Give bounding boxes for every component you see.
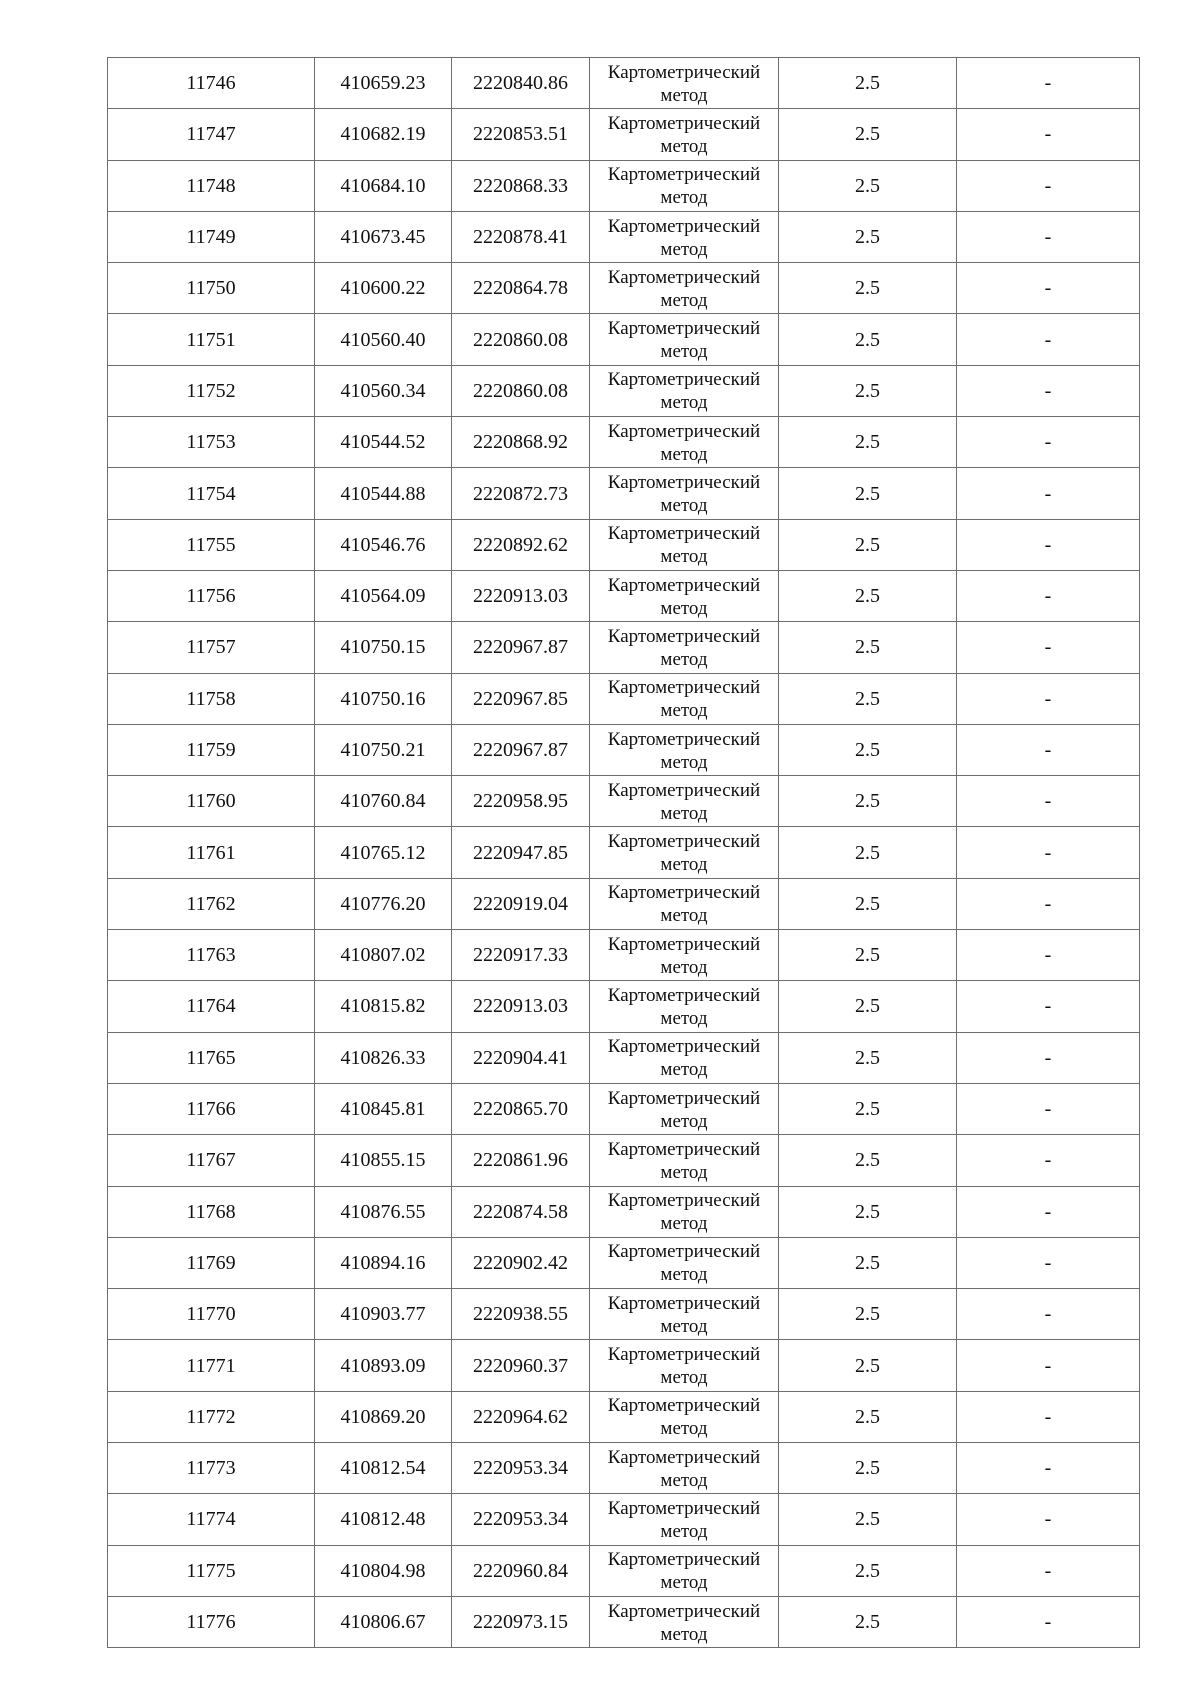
method-cell: [590, 519, 779, 570]
method-cell: [590, 58, 779, 109]
precision-cell: 2.5: [779, 930, 957, 981]
point-number-cell: 11763: [108, 930, 315, 981]
method-cell: [590, 1340, 779, 1391]
y-coordinate-cell: 2220958.95: [452, 776, 590, 827]
point-number-cell: 11765: [108, 1032, 315, 1083]
x-coordinate-cell: 410894.16: [315, 1237, 452, 1288]
point-number-cell: 11766: [108, 1083, 315, 1134]
x-coordinate-cell: 410815.82: [315, 981, 452, 1032]
table-row: [108, 1083, 1140, 1134]
x-coordinate-cell: 410804.98: [315, 1545, 452, 1596]
point-number-cell: 11774: [108, 1494, 315, 1545]
table-row: [108, 827, 1140, 878]
precision-cell: 2.5: [779, 1443, 957, 1494]
precision-cell: 2.5: [779, 724, 957, 775]
table-row: [108, 1443, 1140, 1494]
x-coordinate-cell: 410600.22: [315, 263, 452, 314]
method-label-line1: Картометрический: [607, 831, 761, 853]
y-coordinate-cell: 2220878.41: [452, 211, 590, 262]
y-coordinate-cell: 2220853.51: [452, 109, 590, 160]
note-cell: -: [957, 1596, 1140, 1647]
table-row: [108, 314, 1140, 365]
method-label-line2: метод: [660, 1623, 708, 1645]
table-row: [108, 776, 1140, 827]
precision-cell: 2.5: [779, 519, 957, 570]
precision-cell: 2.5: [779, 1545, 957, 1596]
y-coordinate-cell: 2220953.34: [452, 1443, 590, 1494]
table-row: [108, 878, 1140, 929]
x-coordinate-cell: 410659.23: [315, 58, 452, 109]
point-number-cell: 11753: [108, 417, 315, 468]
method-cell: [590, 1083, 779, 1134]
method-label-line1: Картометрический: [607, 779, 761, 801]
point-number-cell: 11748: [108, 160, 315, 211]
y-coordinate-cell: 2220960.37: [452, 1340, 590, 1391]
note-cell: -: [957, 1494, 1140, 1545]
y-coordinate-cell: 2220917.33: [452, 930, 590, 981]
point-number-cell: 11752: [108, 365, 315, 416]
table-row: [108, 109, 1140, 160]
method-cell: [590, 468, 779, 519]
note-cell: -: [957, 776, 1140, 827]
table-row: [108, 622, 1140, 673]
method-label-line2: метод: [660, 289, 708, 311]
table-row: [108, 58, 1140, 109]
method-label-line2: метод: [660, 1469, 708, 1491]
point-number-cell: 11757: [108, 622, 315, 673]
method-label-line1: Картометрический: [607, 1446, 761, 1468]
precision-cell: 2.5: [779, 109, 957, 160]
method-label-line1: Картометрический: [607, 266, 761, 288]
y-coordinate-cell: 2220960.84: [452, 1545, 590, 1596]
note-cell: -: [957, 314, 1140, 365]
method-label-line2: метод: [660, 1315, 708, 1337]
precision-cell: 2.5: [779, 314, 957, 365]
point-number-cell: 11773: [108, 1443, 315, 1494]
x-coordinate-cell: 410776.20: [315, 878, 452, 929]
note-cell: -: [957, 673, 1140, 724]
precision-cell: 2.5: [779, 878, 957, 929]
note-cell: -: [957, 1237, 1140, 1288]
note-cell: -: [957, 724, 1140, 775]
x-coordinate-cell: 410855.15: [315, 1135, 452, 1186]
x-coordinate-cell: 410845.81: [315, 1083, 452, 1134]
method-cell: [590, 724, 779, 775]
note-cell: -: [957, 827, 1140, 878]
method-label-line2: метод: [660, 1367, 708, 1389]
method-cell: [590, 160, 779, 211]
table-row: [108, 160, 1140, 211]
x-coordinate-cell: 410750.15: [315, 622, 452, 673]
coordinates-table: [107, 57, 1140, 1648]
point-number-cell: 11751: [108, 314, 315, 365]
table-row: [108, 981, 1140, 1032]
x-coordinate-cell: 410546.76: [315, 519, 452, 570]
point-number-cell: 11770: [108, 1289, 315, 1340]
point-number-cell: 11754: [108, 468, 315, 519]
table-row: [108, 468, 1140, 519]
note-cell: -: [957, 519, 1140, 570]
note-cell: -: [957, 109, 1140, 160]
method-label-line2: метод: [660, 854, 708, 876]
y-coordinate-cell: 2220964.62: [452, 1391, 590, 1442]
method-label-line1: Картометрический: [607, 728, 761, 750]
method-label-line1: Картометрический: [607, 882, 761, 904]
precision-cell: 2.5: [779, 1237, 957, 1288]
note-cell: -: [957, 1391, 1140, 1442]
note-cell: -: [957, 1340, 1140, 1391]
method-cell: [590, 109, 779, 160]
y-coordinate-cell: 2220913.03: [452, 981, 590, 1032]
method-label-line1: Картометрический: [607, 984, 761, 1006]
method-cell: [590, 1289, 779, 1340]
method-label-line2: метод: [660, 802, 708, 824]
method-label-line1: Картометрический: [607, 420, 761, 442]
y-coordinate-cell: 2220902.42: [452, 1237, 590, 1288]
method-label-line1: Картометрический: [607, 1549, 761, 1571]
method-cell: [590, 622, 779, 673]
note-cell: -: [957, 570, 1140, 621]
x-coordinate-cell: 410564.09: [315, 570, 452, 621]
method-cell: [590, 1135, 779, 1186]
method-cell: [590, 314, 779, 365]
method-label-line2: метод: [660, 1264, 708, 1286]
note-cell: -: [957, 878, 1140, 929]
point-number-cell: 11762: [108, 878, 315, 929]
x-coordinate-cell: 410750.21: [315, 724, 452, 775]
precision-cell: 2.5: [779, 1340, 957, 1391]
method-label-line2: метод: [660, 1059, 708, 1081]
method-label-line1: Картометрический: [607, 1087, 761, 1109]
table-row: [108, 1135, 1140, 1186]
precision-cell: 2.5: [779, 1083, 957, 1134]
table-row: [108, 1340, 1140, 1391]
point-number-cell: 11767: [108, 1135, 315, 1186]
method-label-line1: Картометрический: [607, 933, 761, 955]
point-number-cell: 11758: [108, 673, 315, 724]
method-label-line1: Картометрический: [607, 112, 761, 134]
method-label-line2: метод: [660, 495, 708, 517]
table-row: [108, 519, 1140, 570]
method-label-line2: метод: [660, 751, 708, 773]
x-coordinate-cell: 410812.48: [315, 1494, 452, 1545]
method-label-line1: Картометрический: [607, 472, 761, 494]
method-label-line2: метод: [660, 1572, 708, 1594]
method-cell: [590, 981, 779, 1032]
x-coordinate-cell: 410684.10: [315, 160, 452, 211]
precision-cell: 2.5: [779, 570, 957, 621]
method-label-line1: Картометрический: [607, 1241, 761, 1263]
point-number-cell: 11756: [108, 570, 315, 621]
method-label-line2: метод: [660, 1213, 708, 1235]
method-label-line1: Картометрический: [607, 164, 761, 186]
method-label-line1: Картометрический: [607, 1292, 761, 1314]
note-cell: -: [957, 365, 1140, 416]
method-label-line1: Картометрический: [607, 625, 761, 647]
x-coordinate-cell: 410826.33: [315, 1032, 452, 1083]
note-cell: -: [957, 1443, 1140, 1494]
precision-cell: 2.5: [779, 981, 957, 1032]
y-coordinate-cell: 2220860.08: [452, 365, 590, 416]
table-row: [108, 1237, 1140, 1288]
method-label-line1: Картометрический: [607, 574, 761, 596]
table-row: [108, 570, 1140, 621]
note-cell: -: [957, 468, 1140, 519]
method-cell: [590, 1186, 779, 1237]
precision-cell: 2.5: [779, 776, 957, 827]
x-coordinate-cell: 410893.09: [315, 1340, 452, 1391]
precision-cell: 2.5: [779, 468, 957, 519]
point-number-cell: 11761: [108, 827, 315, 878]
y-coordinate-cell: 2220967.87: [452, 622, 590, 673]
precision-cell: 2.5: [779, 211, 957, 262]
table-row: [108, 417, 1140, 468]
method-cell: [590, 1443, 779, 1494]
method-label-line1: Картометрический: [607, 1138, 761, 1160]
y-coordinate-cell: 2220938.55: [452, 1289, 590, 1340]
precision-cell: 2.5: [779, 673, 957, 724]
y-coordinate-cell: 2220864.78: [452, 263, 590, 314]
precision-cell: 2.5: [779, 417, 957, 468]
method-label-line2: метод: [660, 135, 708, 157]
point-number-cell: 11776: [108, 1596, 315, 1647]
precision-cell: 2.5: [779, 1596, 957, 1647]
x-coordinate-cell: 410750.16: [315, 673, 452, 724]
point-number-cell: 11749: [108, 211, 315, 262]
note-cell: -: [957, 1032, 1140, 1083]
method-cell: [590, 930, 779, 981]
method-cell: [590, 1391, 779, 1442]
coordinates-table-body: [108, 58, 1140, 1648]
x-coordinate-cell: 410812.54: [315, 1443, 452, 1494]
point-number-cell: 11746: [108, 58, 315, 109]
method-label-line2: метод: [660, 1520, 708, 1542]
y-coordinate-cell: 2220967.85: [452, 673, 590, 724]
point-number-cell: 11772: [108, 1391, 315, 1442]
x-coordinate-cell: 410560.40: [315, 314, 452, 365]
method-cell: [590, 1494, 779, 1545]
precision-cell: 2.5: [779, 1391, 957, 1442]
note-cell: -: [957, 1186, 1140, 1237]
x-coordinate-cell: 410760.84: [315, 776, 452, 827]
y-coordinate-cell: 2220967.87: [452, 724, 590, 775]
method-label-line2: метод: [660, 238, 708, 260]
y-coordinate-cell: 2220892.62: [452, 519, 590, 570]
method-label-line1: Картометрический: [607, 61, 761, 83]
method-label-line1: Картометрический: [607, 1190, 761, 1212]
method-label-line2: метод: [660, 341, 708, 363]
point-number-cell: 11750: [108, 263, 315, 314]
x-coordinate-cell: 410560.34: [315, 365, 452, 416]
method-label-line1: Картометрический: [607, 1497, 761, 1519]
table-row: [108, 1391, 1140, 1442]
y-coordinate-cell: 2220868.33: [452, 160, 590, 211]
x-coordinate-cell: 410903.77: [315, 1289, 452, 1340]
x-coordinate-cell: 410869.20: [315, 1391, 452, 1442]
point-number-cell: 11769: [108, 1237, 315, 1288]
table-row: [108, 1494, 1140, 1545]
method-label-line2: метод: [660, 1007, 708, 1029]
y-coordinate-cell: 2220868.92: [452, 417, 590, 468]
x-coordinate-cell: 410682.19: [315, 109, 452, 160]
point-number-cell: 11771: [108, 1340, 315, 1391]
point-number-cell: 11764: [108, 981, 315, 1032]
method-label-line1: Картометрический: [607, 1600, 761, 1622]
method-label-line1: Картометрический: [607, 677, 761, 699]
point-number-cell: 11760: [108, 776, 315, 827]
table-row: [108, 263, 1140, 314]
method-cell: [590, 827, 779, 878]
precision-cell: 2.5: [779, 1289, 957, 1340]
method-label-line2: метод: [660, 546, 708, 568]
precision-cell: 2.5: [779, 1135, 957, 1186]
method-cell: [590, 211, 779, 262]
method-label-line2: метод: [660, 700, 708, 722]
method-label-line2: метод: [660, 1110, 708, 1132]
y-coordinate-cell: 2220904.41: [452, 1032, 590, 1083]
note-cell: -: [957, 622, 1140, 673]
method-label-line2: метод: [660, 187, 708, 209]
method-cell: [590, 263, 779, 314]
method-cell: [590, 673, 779, 724]
note-cell: -: [957, 930, 1140, 981]
method-label-line1: Картометрический: [607, 318, 761, 340]
y-coordinate-cell: 2220913.03: [452, 570, 590, 621]
y-coordinate-cell: 2220872.73: [452, 468, 590, 519]
x-coordinate-cell: 410807.02: [315, 930, 452, 981]
method-cell: [590, 878, 779, 929]
note-cell: -: [957, 417, 1140, 468]
method-label-line1: Картометрический: [607, 215, 761, 237]
method-label-line2: метод: [660, 1418, 708, 1440]
method-cell: [590, 776, 779, 827]
method-cell: [590, 570, 779, 621]
y-coordinate-cell: 2220973.15: [452, 1596, 590, 1647]
table-row: [108, 365, 1140, 416]
note-cell: -: [957, 160, 1140, 211]
method-label-line2: метод: [660, 443, 708, 465]
table-row: [108, 1545, 1140, 1596]
note-cell: -: [957, 1083, 1140, 1134]
x-coordinate-cell: 410673.45: [315, 211, 452, 262]
method-label-line2: метод: [660, 597, 708, 619]
method-label-line2: метод: [660, 1161, 708, 1183]
x-coordinate-cell: 410806.67: [315, 1596, 452, 1647]
note-cell: -: [957, 58, 1140, 109]
note-cell: -: [957, 1289, 1140, 1340]
method-cell: [590, 1237, 779, 1288]
method-cell: [590, 1032, 779, 1083]
note-cell: -: [957, 263, 1140, 314]
point-number-cell: 11755: [108, 519, 315, 570]
method-label-line1: Картометрический: [607, 1344, 761, 1366]
method-label-line1: Картометрический: [607, 1395, 761, 1417]
table-row: [108, 1032, 1140, 1083]
x-coordinate-cell: 410544.52: [315, 417, 452, 468]
x-coordinate-cell: 410876.55: [315, 1186, 452, 1237]
x-coordinate-cell: 410544.88: [315, 468, 452, 519]
method-label-line1: Картометрический: [607, 369, 761, 391]
point-number-cell: 11747: [108, 109, 315, 160]
x-coordinate-cell: 410765.12: [315, 827, 452, 878]
method-label-line2: метод: [660, 84, 708, 106]
precision-cell: 2.5: [779, 1186, 957, 1237]
method-cell: [590, 417, 779, 468]
method-cell: [590, 1596, 779, 1647]
table-row: [108, 930, 1140, 981]
precision-cell: 2.5: [779, 365, 957, 416]
method-label-line1: Картометрический: [607, 523, 761, 545]
point-number-cell: 11759: [108, 724, 315, 775]
y-coordinate-cell: 2220861.96: [452, 1135, 590, 1186]
precision-cell: 2.5: [779, 1032, 957, 1083]
y-coordinate-cell: 2220865.70: [452, 1083, 590, 1134]
y-coordinate-cell: 2220947.85: [452, 827, 590, 878]
method-label-line1: Картометрический: [607, 1036, 761, 1058]
method-cell: [590, 1545, 779, 1596]
table-row: [108, 1289, 1140, 1340]
table-row: [108, 211, 1140, 262]
method-label-line2: метод: [660, 392, 708, 414]
table-row: [108, 724, 1140, 775]
note-cell: -: [957, 1135, 1140, 1186]
y-coordinate-cell: 2220919.04: [452, 878, 590, 929]
table-row: [108, 673, 1140, 724]
note-cell: -: [957, 981, 1140, 1032]
method-label-line2: метод: [660, 956, 708, 978]
y-coordinate-cell: 2220860.08: [452, 314, 590, 365]
method-label-line2: метод: [660, 905, 708, 927]
method-label-line2: метод: [660, 648, 708, 670]
precision-cell: 2.5: [779, 1494, 957, 1545]
y-coordinate-cell: 2220874.58: [452, 1186, 590, 1237]
table-row: [108, 1596, 1140, 1647]
note-cell: -: [957, 1545, 1140, 1596]
y-coordinate-cell: 2220953.34: [452, 1494, 590, 1545]
note-cell: -: [957, 211, 1140, 262]
precision-cell: 2.5: [779, 622, 957, 673]
point-number-cell: 11768: [108, 1186, 315, 1237]
precision-cell: 2.5: [779, 58, 957, 109]
table-row: [108, 1186, 1140, 1237]
method-cell: [590, 365, 779, 416]
y-coordinate-cell: 2220840.86: [452, 58, 590, 109]
precision-cell: 2.5: [779, 160, 957, 211]
precision-cell: 2.5: [779, 263, 957, 314]
point-number-cell: 11775: [108, 1545, 315, 1596]
precision-cell: 2.5: [779, 827, 957, 878]
